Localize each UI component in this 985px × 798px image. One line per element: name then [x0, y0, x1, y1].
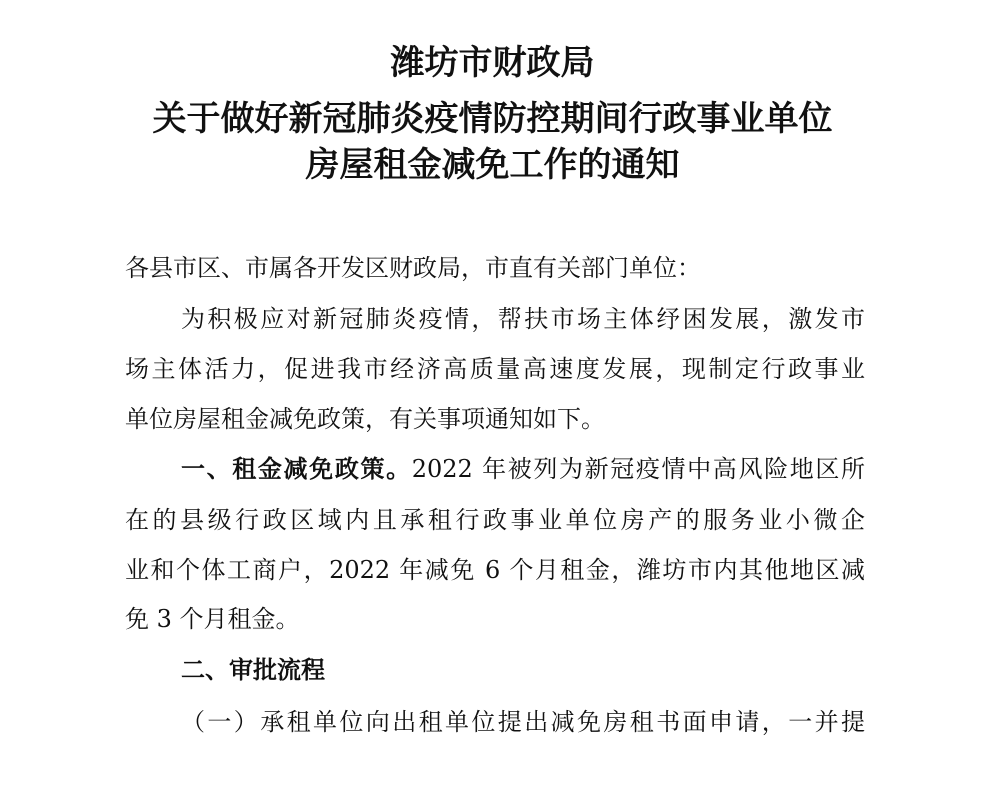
intro-line-3: 单位房屋租金减免政策，有关事项通知如下。 [125, 405, 605, 433]
section2-heading-line [181, 658, 865, 682]
document-title-line-3: 房屋租金减免工作的通知 [305, 145, 680, 185]
section2-item1-line-1: （一）承租单位向出租单位提出减免房租书面申请，一并提 [181, 708, 865, 736]
document-title-line-1: 潍坊市财政局 [390, 43, 595, 83]
section1-heading: 一、租金减免政策。 [181, 455, 412, 483]
section1-line-2: 在的县级行政区域内且承租行政事业单位房产的服务业小微企 [125, 506, 865, 534]
intro-line-2: 场主体活力，促进我市经济高质量高速度发展，现制定行政事业 [125, 355, 865, 383]
section1-line-4: 免 3 个月租金。 [125, 605, 300, 633]
section1-first-line [181, 457, 865, 481]
salutation: 各县市区、市属各开发区财政局，市直有关部门单位： [125, 254, 701, 282]
section1-first-line-text: 2022 年被列为新冠疫情中高风险地区所 [411, 455, 865, 483]
intro-line-1: 为积极应对新冠肺炎疫情，帮扶市场主体纾困发展，激发市 [181, 305, 865, 333]
section1-line-3: 业和个体工商户，2022 年减免 6 个月租金，潍坊市内其他地区减 [125, 556, 865, 584]
document-title-line-2: 关于做好新冠肺炎疫情防控期间行政事业单位 [152, 99, 833, 139]
section2-heading: 二、审批流程 [181, 656, 325, 684]
